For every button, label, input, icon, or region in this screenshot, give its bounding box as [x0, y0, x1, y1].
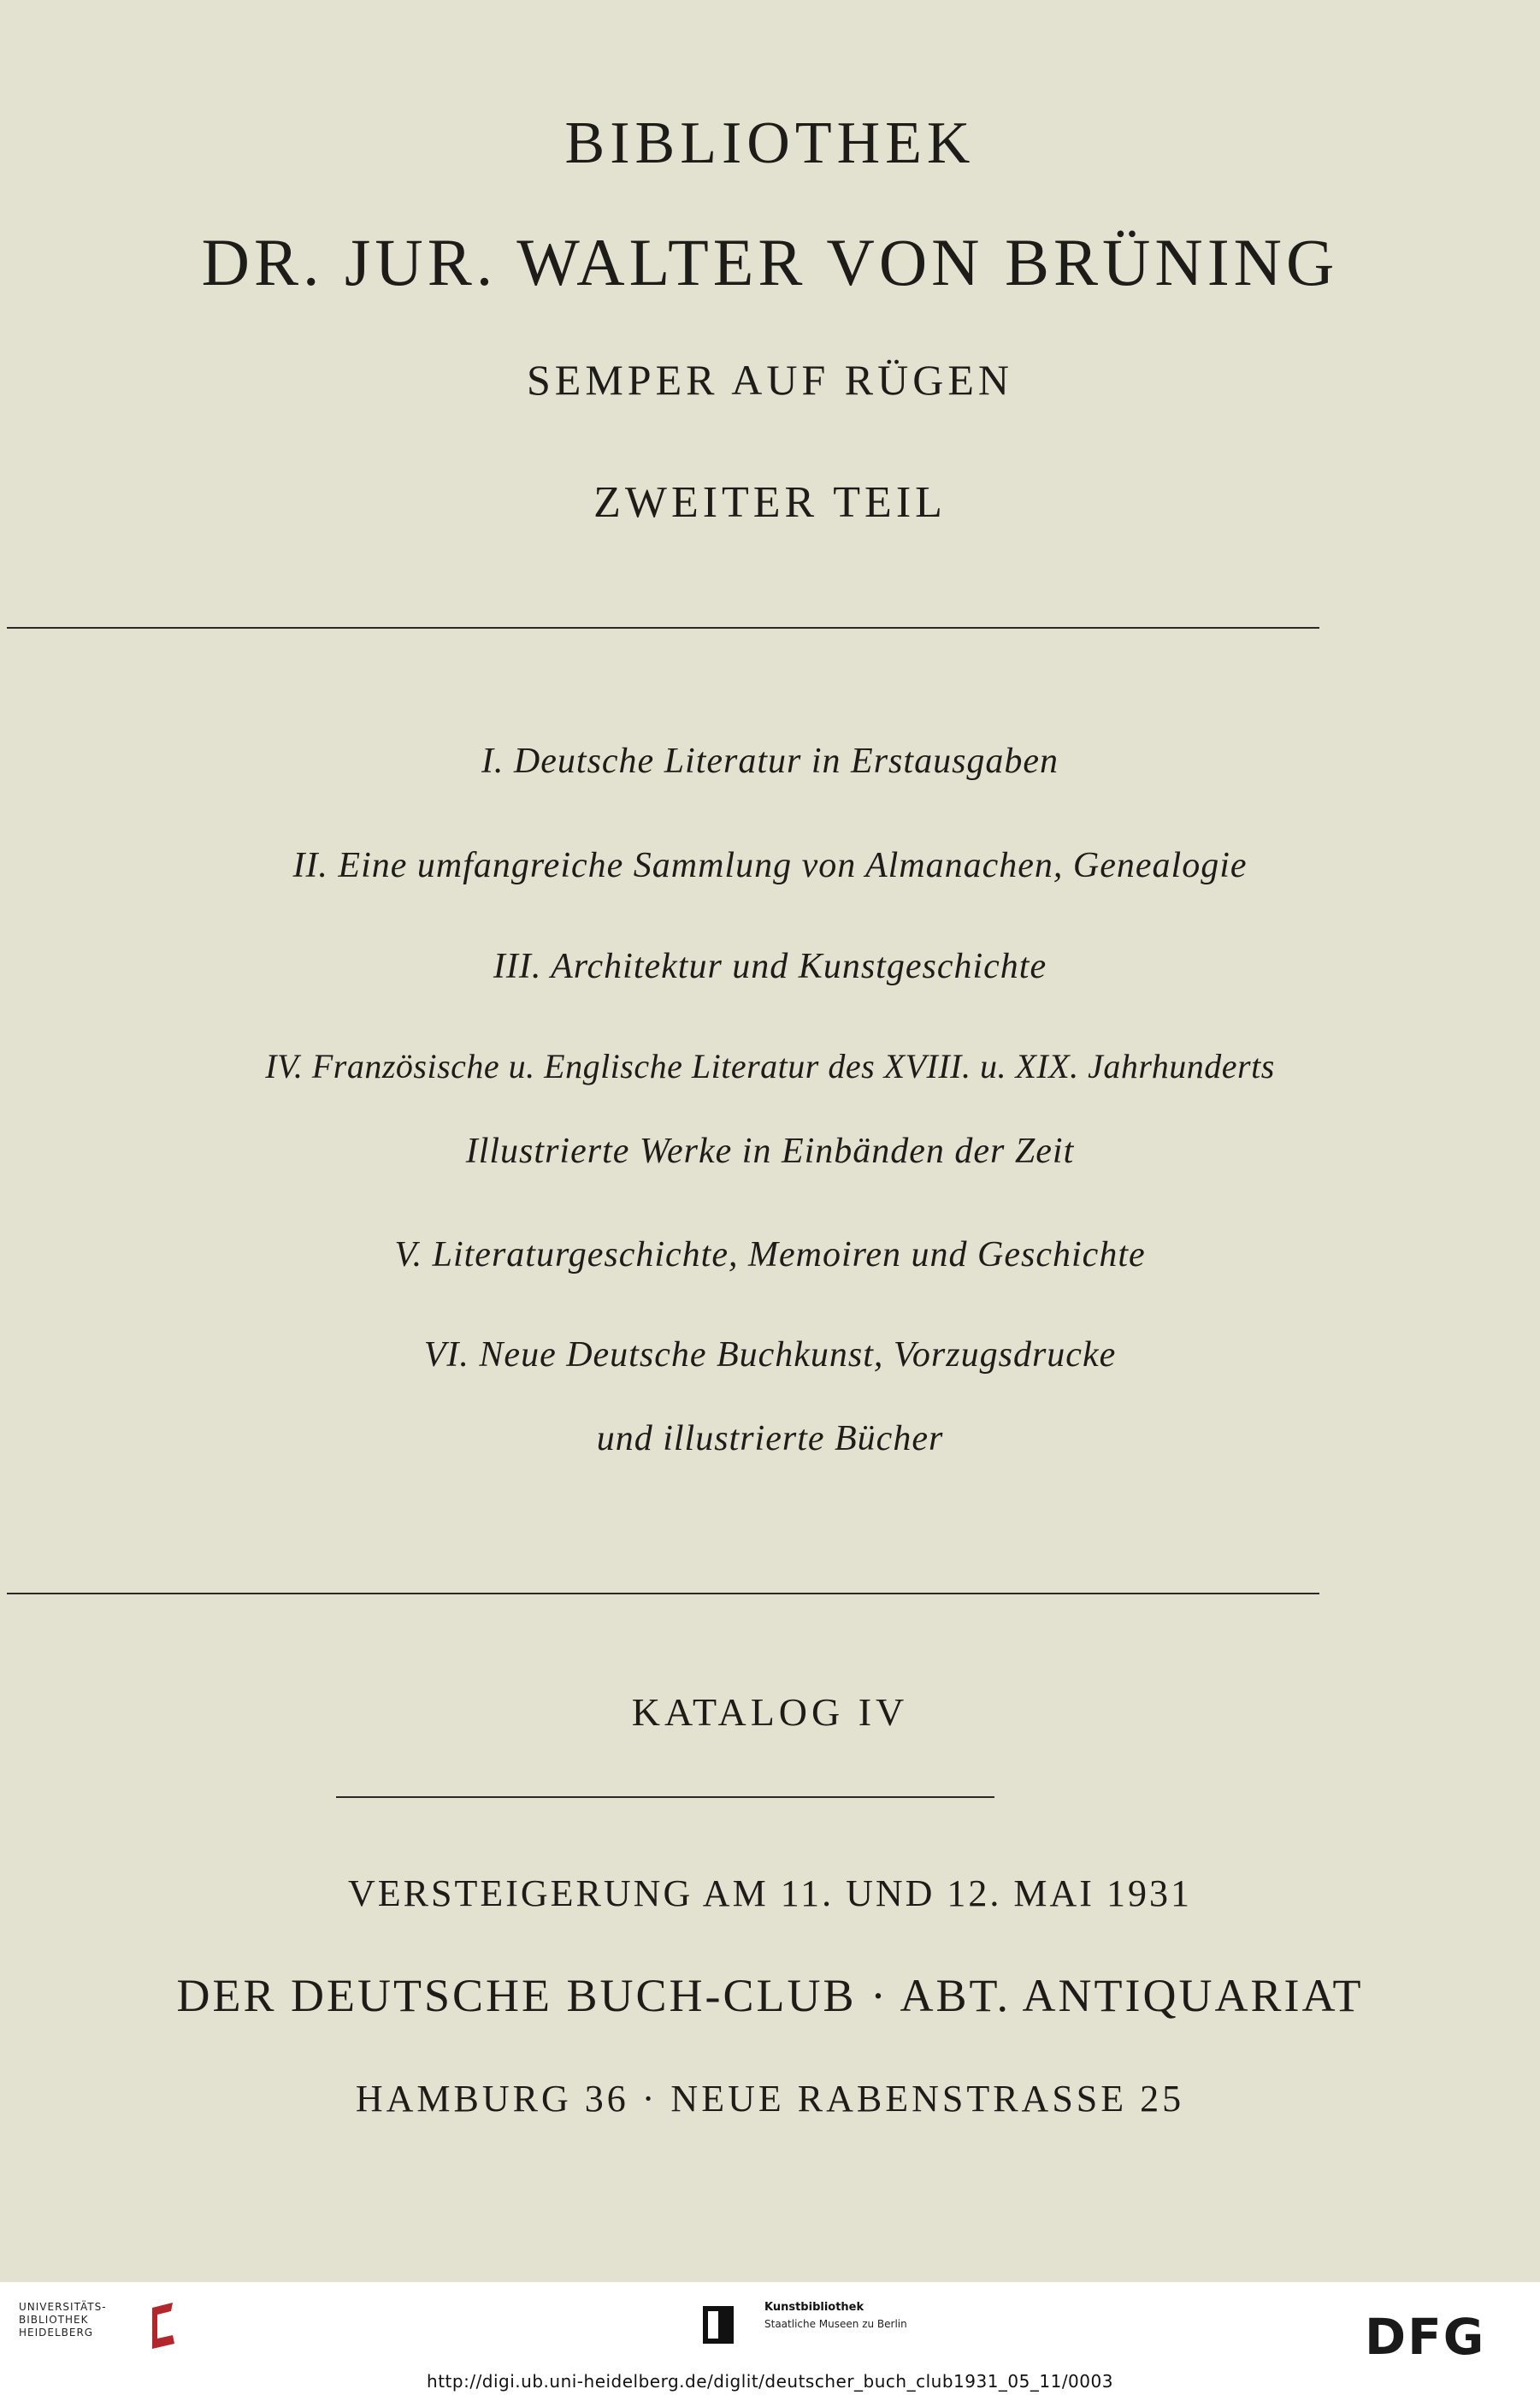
owner-name: DR. JUR. WALTER VON BRÜNING — [201, 225, 1339, 299]
ub-heidelberg-logo[interactable] — [19, 2301, 190, 2352]
part-label: ZWEITER TEIL — [593, 478, 947, 527]
contents-item-5: V. Literaturgeschichte, Memoiren und Geschichte — [394, 1235, 1146, 1274]
contents-item-4: IV. Französische u. Englische Literatur des XVIII. u. XIX. Jahrhunderts — [265, 1047, 1275, 1085]
location: SEMPER AUF RÜGEN — [527, 356, 1013, 404]
top-divider — [7, 627, 1319, 629]
kb-title: Kunstbibliothek — [764, 2301, 864, 2314]
ub-logo-text: UNIVERSITÄTS- BIBLIOTHEK HEIDELBERG — [19, 2301, 107, 2339]
contents-item-6: VI. Neue Deutsche Buchkunst, Vorzugsdrucke — [423, 1335, 1117, 1375]
publisher: DER DEUTSCHE BUCH-CLUB · ABT. ANTIQUARIAT — [176, 1970, 1364, 2021]
digitization-footer — [0, 2282, 1540, 2395]
kunstbibliothek-logo[interactable] — [703, 2301, 959, 2352]
contents-item-1: I. Deutsche Literatur in Erstausgaben — [481, 742, 1059, 781]
kb-subtitle: Staatliche Museen zu Berlin — [764, 2318, 907, 2330]
kunstbibliothek-mark-icon — [703, 2306, 734, 2344]
catalog-label: KATALOG IV — [631, 1690, 909, 1734]
auction-date: VERSTEIGERUNG AM 11. UND 12. MAI 1931 — [348, 1872, 1192, 1914]
library-title: BIBLIOTHEK — [564, 110, 976, 176]
catalog-underline — [336, 1796, 994, 1798]
contents-item-2: II. Eine umfangreiche Sammlung von Almanachen, Genealogie — [292, 846, 1248, 885]
permalink-url[interactable]: http://digi.ub.uni-heidelberg.de/diglit/deutscher_buch_club1931_05_11/0003 — [427, 2371, 1113, 2392]
contents-item-3: III. Architektur und Kunstgeschichte — [493, 947, 1047, 986]
contents-item-6-sub: und illustrierte Bücher — [596, 1419, 944, 1458]
dfg-logo[interactable]: DFG — [1365, 2308, 1486, 2366]
contents-item-4-sub: Illustrierte Werke in Einbänden der Zeit — [465, 1132, 1075, 1171]
middle-divider — [7, 1593, 1319, 1594]
address: HAMBURG 36 · NEUE RABENSTRASSE 25 — [355, 2078, 1185, 2120]
ub-mark-icon — [147, 2301, 181, 2352]
